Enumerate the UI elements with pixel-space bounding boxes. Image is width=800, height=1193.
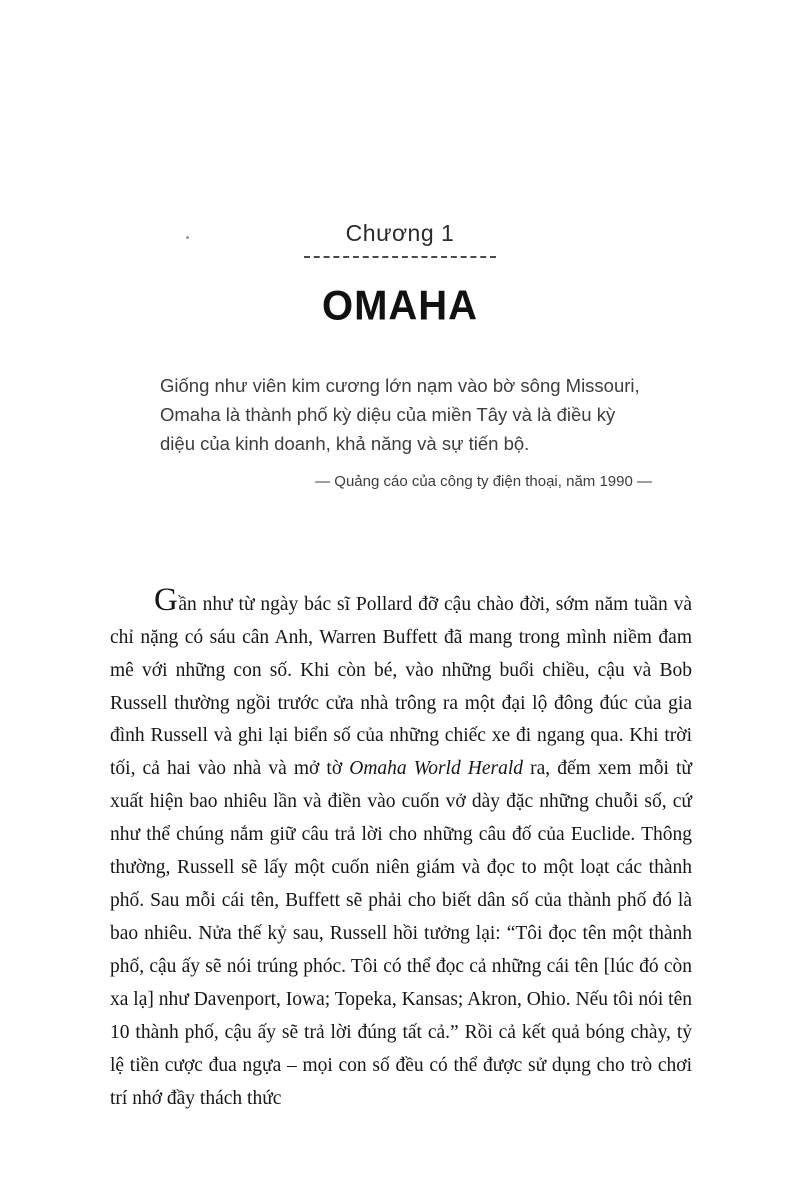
chapter-heading — [0, 0, 800, 258]
body-text-before-italic: ần như từ ngày bác sĩ Pollard đỡ cậu chào đời, sớm năm tuần và chỉ nặng có sáu cân Anh, Warren Buffett đã mang trong mình niềm đam mê với những con số. Khi còn bé, vào những buổi chiều, cậu và Bob Russell thường ngồi trước cửa nhà trông ra một đại lộ đông đúc của gia đình Russell và ghi lại biển số của những chiếc xe đi ngang qua. Khi trời tối, cả hai vào nhà và mở tờ — [110, 593, 692, 780]
chapter-label: Chương 1 — [345, 220, 455, 246]
drop-cap: G — [154, 581, 179, 618]
print-artifact-dot — [186, 236, 189, 239]
newspaper-title-italic: Omaha World Herald — [349, 758, 524, 780]
body-paragraph — [110, 581, 692, 1116]
page-title: OMAHA — [321, 282, 479, 330]
epigraph: Giống như viên kim cương lớn nạm vào bờ sông Missouri, Omaha là thành phố kỳ diệu của miền Tây và là điều kỳ diệu của kinh doanh, khả năng và sự tiến bộ. — [160, 375, 640, 455]
epigraph-attribution: — Quảng cáo của công ty điện thoại, năm 1990 — — [315, 472, 652, 490]
chapter-divider-dashed-line — [304, 256, 496, 258]
body-text-after-italic: ra, đếm xem mỗi từ xuất hiện bao nhiêu lần và điền vào cuốn vở dày đặc những chuỗi số, cứ như thể chúng nắm giữ câu trả lời cho những câu đố của Euclide. Thông thường, Russell sẽ lấy một cuốn niên giám và đọc to một loạt các thành phố. Sau mỗi cái tên, Buffett sẽ phải cho biết dân số của thành phố đó là bao nhiêu. Nửa thế kỷ sau, Russell hồi tưởng lại: “Tôi đọc tên một thành phố, cậu ấy sẽ nói trúng phóc. Tôi có thể đọc cả những cái tên [lúc đó còn xa lạ] như Davenport, Iowa; Topeka, Kansas; Akron, Ohio. Nếu tôi nói tên 10 thành phố, cậu ấy sẽ trả lời đúng tất cả.” Rồi cả kết quả bóng chày, tỷ lệ tiền cược đua ngựa – mọi con số đều có thể được sử dụng cho trò chơi trí nhớ đầy thách thức — [110, 758, 692, 1109]
